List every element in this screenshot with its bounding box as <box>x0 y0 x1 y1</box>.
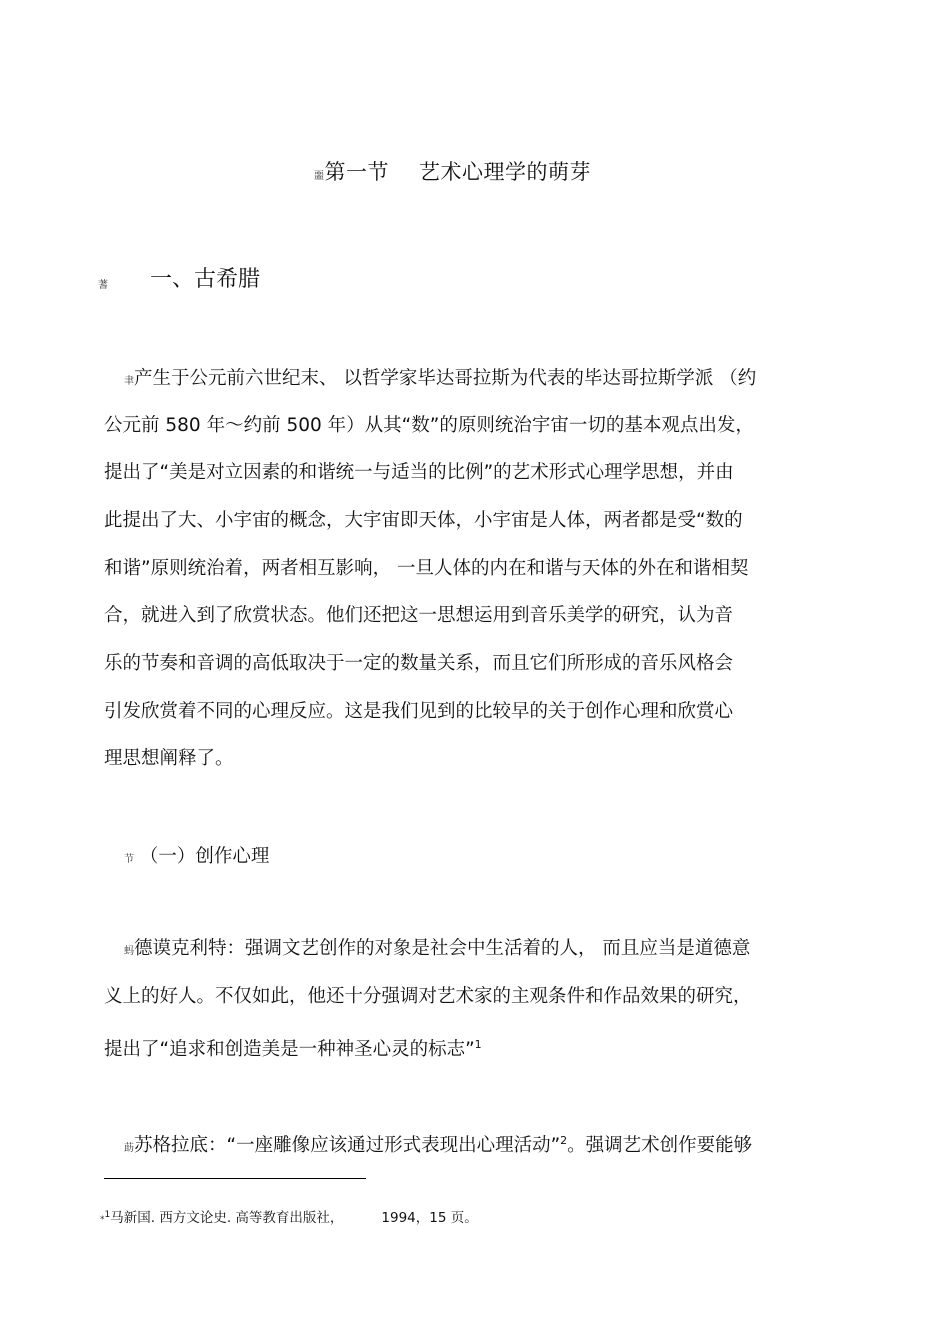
paragraph-line: 提出了“追求和创造美是一种神圣心灵的标志”$^1$ <box>104 1038 482 1060</box>
footnote-marker: * <box>100 1215 105 1225</box>
footnote-divider <box>104 1178 366 1179</box>
paragraph-marker: 聿 <box>124 376 134 387</box>
paragraph-line: 合，就进入到了欣赏状态。他们还把这一思想运用到音乐美学的研究，认为音 <box>104 605 734 626</box>
paragraph-line: 和谐”原则统治着，两者相互影响， 一旦人体的内在和谐与天体的外在和谐相契 <box>104 558 749 579</box>
paragraph-line: 蚂德谟克利特：强调文艺创作的对象是社会中生活着的人， 而且应当是道德意 <box>124 938 751 959</box>
paragraph-line: 此提出了大、小宇宙的概念，大宇宙即天体，小宇宙是人体，两者都是受“数的 <box>104 510 743 531</box>
paragraph-line: 乐的节奏和音调的高低取决于一定的数量关系，而且它们所形成的音乐风格会 <box>104 653 734 674</box>
paragraph-3: 莇苏格拉底：“一座雕像应该通过形式表现出心理活动”$^2$。强调艺术创作要能够 <box>124 1134 753 1156</box>
paragraph-line: 引发欣赏着不同的心理反应。这是我们见到的比较早的关于创作心理和欣赏心 <box>104 701 734 722</box>
subheading-marker: 节 <box>124 854 134 865</box>
paragraph-line: 提出了“美是对立因素的和谐统一与适当的比例”的艺术形式心理学思想，并由 <box>104 462 734 483</box>
footnote-ref[interactable]: 2 <box>560 1134 568 1147</box>
subheading: 节 （一）创作心理 <box>124 846 270 867</box>
paragraph-line: 公元前 580 年～约前 500 年）从其“数”的原则统治宇宙一切的基本观点出发， <box>104 415 754 436</box>
footnote-number: 1 <box>104 1210 111 1220</box>
paragraph-line: 理思想阐释了。 <box>104 748 234 769</box>
footnote-text: 马新国. 西方文论史. 高等教育出版社， <box>110 1210 344 1226</box>
section-number: 第一节 <box>324 160 389 184</box>
paragraph-marker: 蚂 <box>124 946 134 957</box>
footnote-ref[interactable]: 1 <box>474 1038 482 1051</box>
footnote-year-pages: 1994，15 页。 <box>381 1210 478 1226</box>
paragraph-marker: 莇 <box>124 1143 134 1154</box>
footnote <box>100 1206 478 1226</box>
section-title <box>314 156 591 186</box>
section-marker: 噩 <box>314 171 325 182</box>
heading-marker: 蓍 <box>98 280 108 291</box>
heading: 一、古希腊 <box>150 267 261 292</box>
section-title-text: 艺术心理学的萌芽 <box>419 160 591 184</box>
paragraph-line: 聿产生于公元前六世纪末、 以哲学家毕达哥拉斯为代表的毕达哥拉斯学派 （约 <box>124 368 757 389</box>
paragraph-line: 义上的好人。不仅如此，他还十分强调对艺术家的主观条件和作品效果的研究， <box>104 986 752 1007</box>
